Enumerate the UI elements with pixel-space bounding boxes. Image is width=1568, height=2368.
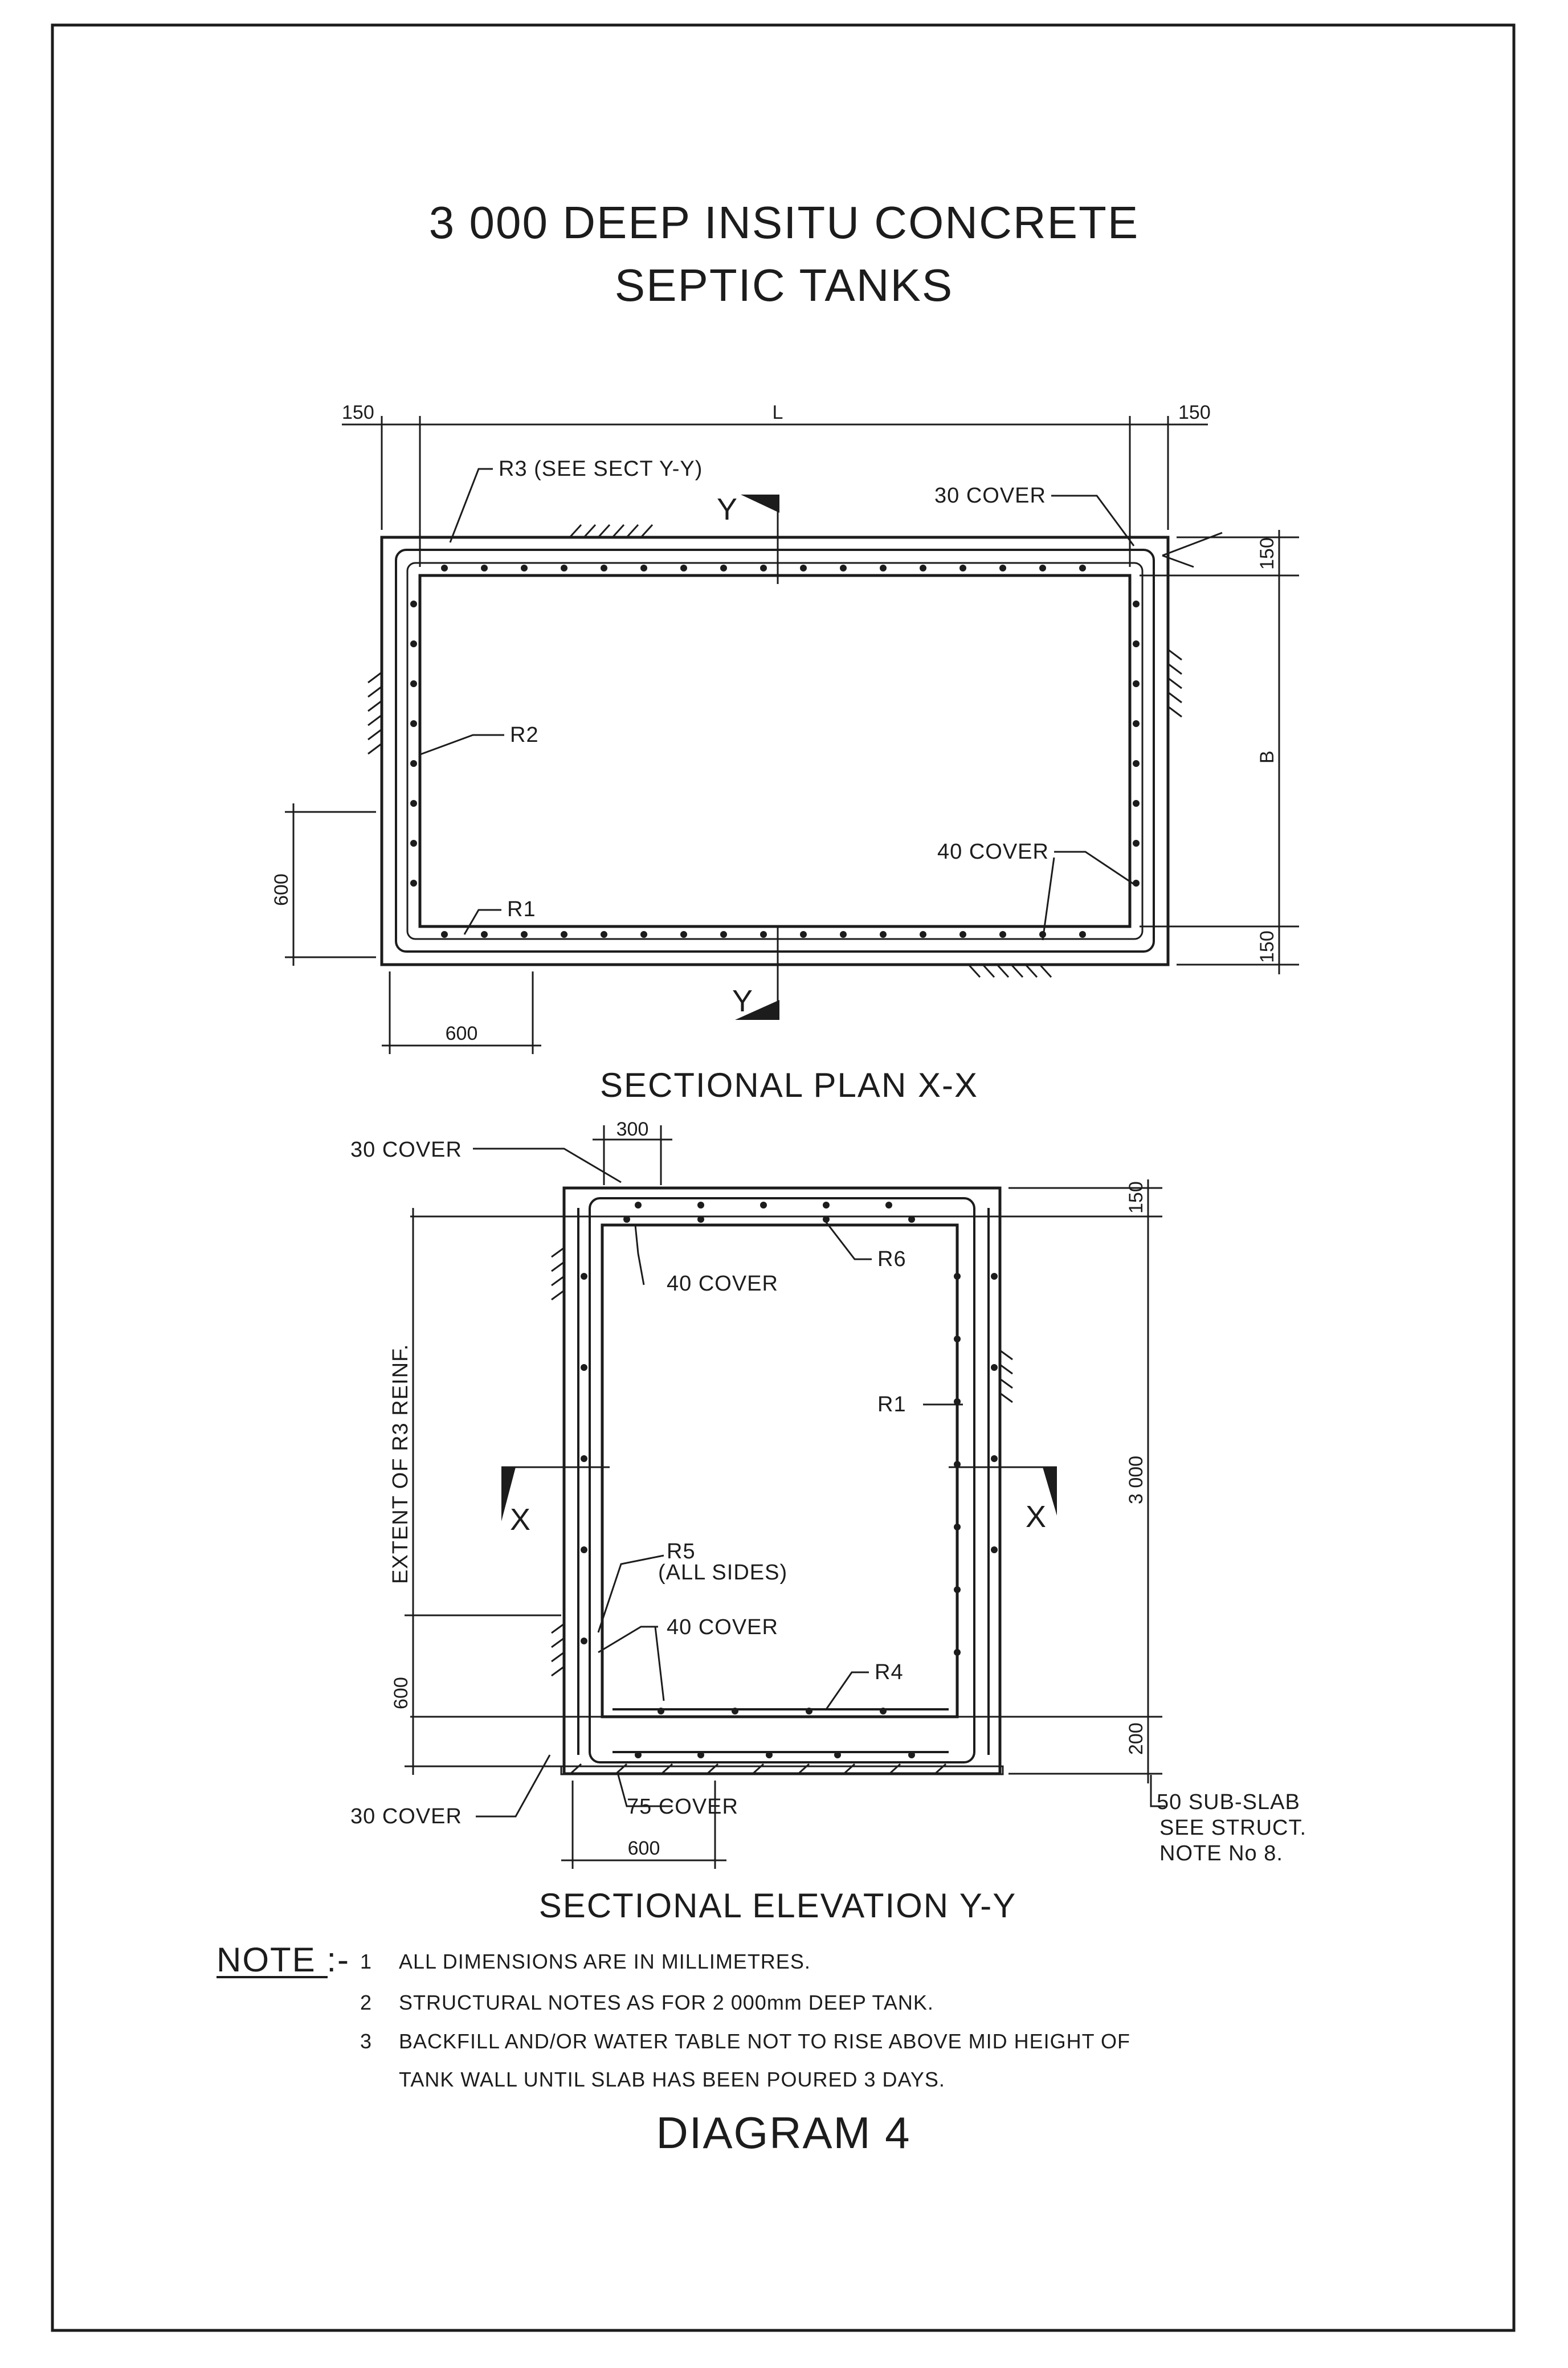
elevation-outer-wall [564, 1188, 1000, 1774]
elevation-section-x-left: X [510, 1503, 531, 1537]
elevation-label-r1: R1 [877, 1393, 906, 1416]
title-line-1: 3 000 DEEP INSITU CONCRETE [428, 197, 1140, 248]
sectional-plan [271, 402, 1299, 1104]
note-3-text: BACKFILL AND/OR WATER TABLE NOT TO RISE ABOVE MID HEIGHT OF [399, 2030, 1130, 2053]
title-line-2: SEPTIC TANKS [614, 260, 954, 311]
plan-dim-length: L [772, 402, 783, 423]
note-1-text: ALL DIMENSIONS ARE IN MILLIMETRES. [399, 1950, 811, 1973]
elevation-label-extent: EXTENT OF R3 REINF. [389, 1344, 413, 1584]
plan-label-r3: R3 (SEE SECT Y-Y) [499, 457, 703, 481]
note-1-number: 1 [360, 1950, 373, 1973]
sheet-border [52, 25, 1514, 2330]
elevation-label-40-cover-top: 40 COVER [667, 1272, 778, 1296]
note-2-number: 2 [360, 1991, 373, 2014]
plan-title: SECTIONAL PLAN X-X [600, 1066, 978, 1104]
elevation-dim-bottom-600: 600 [627, 1838, 660, 1859]
note-2-text: STRUCTURAL NOTES AS FOR 2 000mm DEEP TANK. [399, 1991, 934, 2014]
plan-inner-wall [420, 575, 1130, 926]
plan-left-dimension [285, 803, 376, 966]
plan-dim-breadth: B [1256, 750, 1278, 764]
elevation-label-30-cover-top: 30 COVER [350, 1138, 462, 1162]
elevation-left-dimension [405, 1208, 561, 1775]
elevation-dim-side-600: 600 [390, 1677, 412, 1709]
plan-label-r2: R2 [510, 723, 539, 747]
plan-inner-reinforcement [407, 563, 1142, 939]
elevation-title: SECTIONAL ELEVATION Y-Y [538, 1887, 1017, 1925]
elevation-dim-200: 200 [1125, 1722, 1147, 1755]
note-3-continuation: TANK WALL UNTIL SLAB HAS BEEN POURED 3 DAYS. [399, 2068, 945, 2091]
elevation-label-r4: R4 [875, 1660, 904, 1684]
plan-section-mark-top [741, 495, 779, 584]
plan-dim-left-150: 150 [342, 402, 374, 423]
elevation-label-subslab-1: 50 SUB-SLAB [1157, 1790, 1300, 1814]
elevation-label-r5: R5 [667, 1540, 696, 1563]
sectional-elevation [350, 1118, 1306, 1925]
elevation-label-30-cover-bottom: 30 COVER [350, 1804, 462, 1828]
elevation-inner-wall [602, 1225, 957, 1717]
elevation-dim-150: 150 [1125, 1181, 1147, 1214]
elevation-label-subslab-3: NOTE No 8. [1159, 1842, 1283, 1865]
elevation-reinforcement [578, 1198, 989, 1762]
elevation-label-75-cover: 75 COVER [627, 1795, 738, 1819]
elevation-dim-height: 3 000 [1125, 1455, 1147, 1504]
plan-dim-right-150: 150 [1178, 402, 1211, 423]
elevation-dim-300: 300 [616, 1118, 649, 1140]
plan-label-r1: R1 [507, 897, 536, 921]
elevation-rebar-dots [581, 1202, 998, 1758]
elevation-soil-hatch [552, 1248, 1012, 1774]
elevation-label-r6: R6 [877, 1247, 906, 1271]
plan-outer-wall [382, 537, 1168, 965]
plan-top-dimension [342, 416, 1208, 567]
plan-label-40-cover: 40 COVER [937, 840, 1049, 864]
plan-dim-side-600: 600 [271, 873, 292, 906]
plan-leaders [419, 469, 1222, 940]
elevation-section-x-right: X [1026, 1500, 1047, 1534]
elevation-label-subslab-2: SEE STRUCT. [1159, 1816, 1307, 1840]
plan-dim-top-150: 150 [1256, 537, 1278, 570]
notes-heading: NOTE :- [217, 1941, 350, 1979]
diagram-label: DIAGRAM 4 [656, 2108, 911, 2158]
elevation-label-40-cover-bottom: 40 COVER [667, 1615, 778, 1639]
plan-outer-reinforcement [396, 550, 1154, 952]
notes [217, 1941, 1130, 2091]
note-3-number: 3 [360, 2030, 373, 2053]
elevation-label-r5-sides: (ALL SIDES) [658, 1561, 788, 1585]
plan-dim-bottom-150: 150 [1256, 930, 1278, 963]
plan-rebar-dots [410, 565, 1140, 938]
plan-section-y-top: Y [717, 492, 738, 526]
plan-dim-bottom-600: 600 [445, 1023, 478, 1044]
plan-label-30-cover: 30 COVER [934, 484, 1046, 508]
plan-section-y-bottom: Y [732, 984, 753, 1018]
